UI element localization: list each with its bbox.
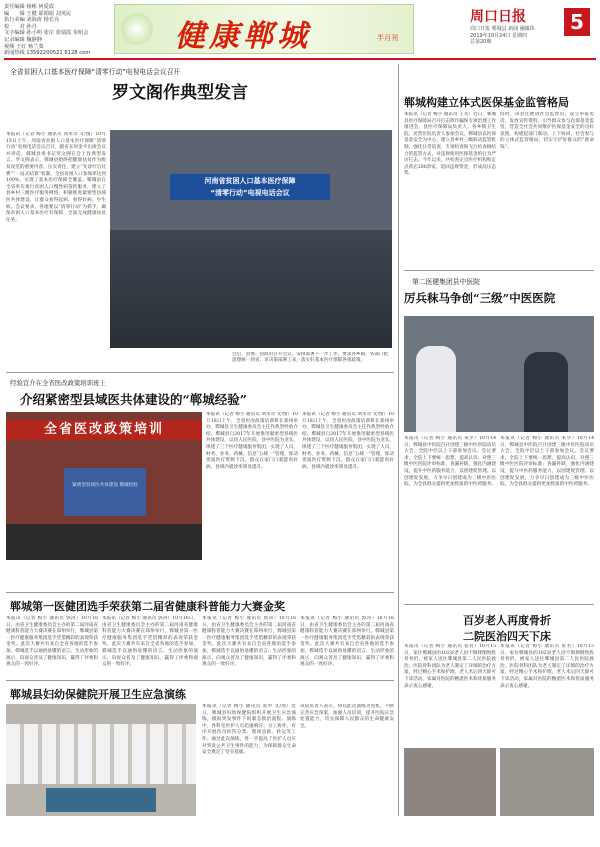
right-bottom-body-cont: 本报讯（记者 梅小 通讯员 张君）10月15日，家住郸城县的102岁老人因不慎摔倒致股骨骨折，被家人送往郸城县第二人民医院救治。医院骨科团队为老人制定了详细的治疗方案，经过精心手术和护理，老人术后四天即可下床活动，家属对医院的精湛医术和优质服务表示衷心感谢。 [500, 644, 594, 689]
staff-line: 视频 王红 杨兰葵 [4, 43, 44, 50]
staff-line: 责任编辑 杨彬 何爱霞 [4, 4, 54, 10]
nurses-row [6, 724, 196, 784]
dateline [470, 26, 562, 46]
staff-line: 编 辑 王健 邵娟娟 刘英民 [4, 10, 72, 17]
dateline-line: 总第20期 [470, 39, 492, 45]
lead-body: 本报讯（记者 梅小 通讯员 刘永奇 文/图）10月15日上午，河南省贫困人口基本医疗保障“清零行动”电视电话会议召开，副省长何金平出席会议并讲话，郸城县委书记罗文阁在会上作典型发言。罗文阁表示，郸城县始终把健康扶贫作为脱贫攻坚的重要内容，压实责任，建立“先诊疗后付费”“一站式结算”机制，全县贫困人口参保率达到100%，实现了基本医疗保障全覆盖。郸城县在全省率先推行贫困人口慢性病签约服务，建立了县乡村三级医疗服务网络，积极推进紧密型县域医共体建设，让群众看得起病、看得好病、少生病。会议要求，各地要以“清零行动”为抓手，确保贫困人口基本医疗有保障，全面完成健康扶贫任务。 [6, 132, 106, 223]
section-divider [6, 372, 394, 373]
page-number: 5 [564, 8, 590, 36]
lead-caption: 会后，县委、县政府召开会议，安排部署下一步工作，要求各乡镇、各部门把思想统一到省、市决策部署上来，落实好基本医疗保障各项政策。 [232, 352, 389, 364]
official-figure [524, 352, 568, 432]
meeting-audience [110, 230, 392, 348]
meeting-audience [6, 524, 202, 560]
patient-photo-1 [404, 748, 496, 816]
right-bottom-body: 本报讯（记者 梅小 通讯员 张君）10月15日，家住郸城县的102岁老人因不慎摔倒致股骨骨折，被家人送往郸城县第二人民医院救治。医院骨科团队为老人制定了详细的治疗方案，经过精心手术和护理，老人术后四天即可下床活动，家属对医院的精湛医术和优质服务表示衷心感谢。 [404, 644, 496, 689]
doctor-figure [416, 346, 456, 432]
banner-decoration-icon [121, 13, 153, 45]
contest-body: 本报讯（记者 梅小 通讯员 郭涛）10月16日，由省卫生健康委员会主办的第二届河南省健康科普能力大赛决赛在郑州举行，郸城县第一医疗健康服务集团选手凭借精彩的表现荣获金奖。此次大赛共有来自全省各地的选手参加，郸城选手以通俗易懂的语言、生动形象的演示，向观众普及了健康知识，赢得了评委和观众的一致好评。 [6, 616, 98, 668]
right-mid-headline: 厉兵秣马争创“三级”中医医院 [404, 291, 556, 305]
headline-line: 百岁老人再度骨折 [463, 614, 551, 627]
middle-body: 本报讯（记者 梅小 通讯员 刘永奇 文/图）10月18日上午，全省医改政策培训班在郑州举办，郸城县卫生健康委员会主任作典型经验介绍。郸城县自2017年开始推进紧密型县域医共体建设，以县人民医院、县中医院为龙头，组建了三个医疗健康服务集团，实现了人员、财务、业务、药械、信息“五统一”管理，推动优质医疗资源下沉，群众在家门口就能看好病，县域内就诊率明显提升。 [206, 412, 298, 470]
lead-photo [110, 130, 392, 348]
staff-line: 新闻热线 13592200521 6128 com [4, 50, 91, 57]
staff-line: 执行美编 刘海涛 杨长亮 [4, 17, 60, 24]
right-mid-body: 本报讯（记者 梅小 通讯员 朱少）10月14日，郸城县中医院召开创建三级中医医院动员大会，全院中层以上干部参加会议。会议要求，全院上下要统一思想，提高认识，对照三级中医医院评审标准，查漏补缺，强化内涵建设，提升中医药服务能力，以创建促管理、以创建促发展，力争早日创建成为三级中医医院，为全县群众提供更加优质的中医药服务。 [404, 436, 496, 488]
lead-headline: 罗文阁作典型发言 [112, 83, 248, 103]
contest-body-cont: 本报讯（记者 梅小 通讯员 郭涛）10月16日，由省卫生健康委员会主办的第二届河南省健康科普能力大赛决赛在郑州举行，郸城县第一医疗健康服务集团选手凭借精彩的表现荣获金奖。此次大赛共有来自全省各地的选手参加，郸城选手以通俗易懂的语言、生动形象的演示，向观众普及了健康知识，赢得了评委和观众的一致好评。 [102, 616, 198, 668]
contest-body-cont: 本报讯（记者 梅小 通讯员 郭涛）10月16日，由省卫生健康委员会主办的第二届河南省健康科普能力大赛决赛在郑州举行，郸城县第一医疗健康服务集团选手凭借精彩的表现荣获金奖。此次大赛共有来自全省各地的选手参加，郸城选手以通俗易懂的语言、生动形象的演示，向观众普及了健康知识，赢得了评委和观众的一致好评。 [202, 616, 296, 668]
section-banner [114, 4, 414, 54]
staff-line: 文字编辑 孙小明 张岸 张瑞霞 朱明会 [4, 30, 89, 37]
section-divider [404, 604, 594, 605]
lead-kicker: 全省贫困人口基本医疗保障“清零行动”电视电话会议召开 [10, 68, 181, 76]
middle-headline: 介绍紧密型县域医共体建设的“郸城经验” [20, 392, 247, 407]
patient-photo-2 [500, 748, 594, 816]
section-title: 健康郸城 [175, 19, 311, 54]
staff-line: 记录编辑 魏静静 [4, 36, 42, 43]
right-top-headline: 郸城构建立体式医保基金监管格局 [404, 96, 569, 109]
middle-photo [6, 412, 202, 560]
maternal-body-cont: 该院负责人表示，将以此次演练为契机，不断完善应急预案，加强人员培训，提升医院应急处置能力，切实保障人民群众的生命健康安全。 [300, 704, 394, 729]
column-divider [398, 64, 399, 816]
dateline-line: 周口日报 郸城县 新闻 融媒体 [470, 26, 535, 32]
contest-body-cont: 本报讯（记者 梅小 通讯员 郭涛）10月16日，由省卫生健康委员会主办的第二届河南省健康科普能力大赛决赛在郑州举行，郸城县第一医疗健康服务集团选手凭借精彩的表现荣获金奖。此次大赛共有来自全省各地的选手参加，郸城选手以通俗易懂的语言、生动形象的演示，向观众普及了健康知识，赢得了评委和观众的一致好评。 [300, 616, 394, 668]
dateline-line: 2019年10月24日 星期四 [470, 32, 528, 39]
maternal-headline: 郸城县妇幼保健院开展卫生应急演练 [10, 688, 186, 701]
middle-kicker: 经验宣介在全省医改政策培训班上 [10, 379, 106, 387]
photo-banner-line: “清零行动”电视电话会议 [210, 189, 290, 197]
right-bottom-headline [444, 612, 570, 644]
headline-line: 二院医治四天下床 [463, 630, 551, 643]
section-divider [6, 592, 394, 593]
right-top-body-cont: 同时，该县还聘请社会监督员，设立举报电话，发放宣传资料，引导群众参与医保基金监管，营造全社会共同维护医保基金安全的良好氛围，构建起部门联动、上下协同、社会参与的立体式监管格局，切实守护好群众的“救命钱”。 [500, 112, 594, 150]
right-mid-photo [404, 316, 594, 432]
drill-stretcher [46, 788, 156, 812]
photo-banner-line: 河南省贫困人口基本医疗保障 [204, 177, 296, 185]
section-subtitle: 半月刊 [377, 34, 398, 42]
right-top-body: 本报讯（记者 梅小 通讯员 王永）近日，郸城县医疗保障局召开打击欺诈骗保专项治理工作推进会，县医疗保障局负责人、各乡镇卫生院、民营医院负责人参加会议。郸城县以医保基金安全为中心，建立县乡村三级联动监管机制，强化日常巡查、专项检查和飞行检查相结合的监管方式，对违规使用医保基金的行为严厉打击。今年以来，共检查定点医疗机构和定点药店200余家，追回违规资金，形成高压态势。 [404, 112, 496, 177]
contest-headline: 郸城第一医健团选手荣获第二届省健康科普能力大赛金奖 [10, 600, 285, 613]
maternal-body: 本报讯（记者 梅小 通讯员 高中 文/图）近日，郸城县妇幼保健院组织开展卫生应急演练，模拟突发事件下的紧急救治流程。演练中，各科室医护人员迅速响应、分工协作，有序开展伤员检伤分类、现场急救、转运等工作。通过此次演练，进一步提高了医护人员应对突发公共卫生事件的能力，为保障群众生命安全奠定了坚实基础。 [202, 704, 296, 756]
photo-stage-banner: 全省医改政策培训 [6, 420, 202, 440]
section-divider [404, 270, 594, 271]
maternal-photo [6, 704, 196, 816]
right-mid-kicker: 第二医健集团县中医院 [412, 278, 480, 286]
right-mid-body-cont: 本报讯（记者 梅小 通讯员 朱少）10月14日，郸城县中医院召开创建三级中医医院动员大会，全院中层以上干部参加会议。会议要求，全院上下要统一思想，提高认识，对照三级中医医院评审标准，查漏补缺，强化内涵建设，提升中医药服务能力，以创建促管理、以创建促发展，力争早日创建成为三级中医医院，为全县群众提供更加优质的中医药服务。 [500, 436, 594, 488]
staff-list [4, 4, 112, 57]
newspaper-name: 周口日报 [470, 9, 526, 25]
photo-stage-banner [170, 174, 330, 200]
masthead-rule [4, 58, 596, 60]
middle-body-cont: 本报讯（记者 梅小 通讯员 刘永奇 文/图）10月18日上午，全省医改政策培训班在郑州举办，郸城县卫生健康委员会主任作典型经验介绍。郸城县自2017年开始推进紧密型县域医共体建设，以县人民医院、县中医院为龙头，组建了三个医疗健康服务集团，实现了人员、财务、业务、药械、信息“五统一”管理，推动优质医疗资源下沉，群众在家门口就能看好病，县域内就诊率明显提升。 [302, 412, 394, 470]
masthead [0, 0, 600, 58]
section-divider [6, 680, 394, 681]
projection-screen: 紧密型县域医共体建设 郸城经验 [64, 468, 146, 516]
staff-line: 校 对 孙丹 [4, 23, 37, 30]
